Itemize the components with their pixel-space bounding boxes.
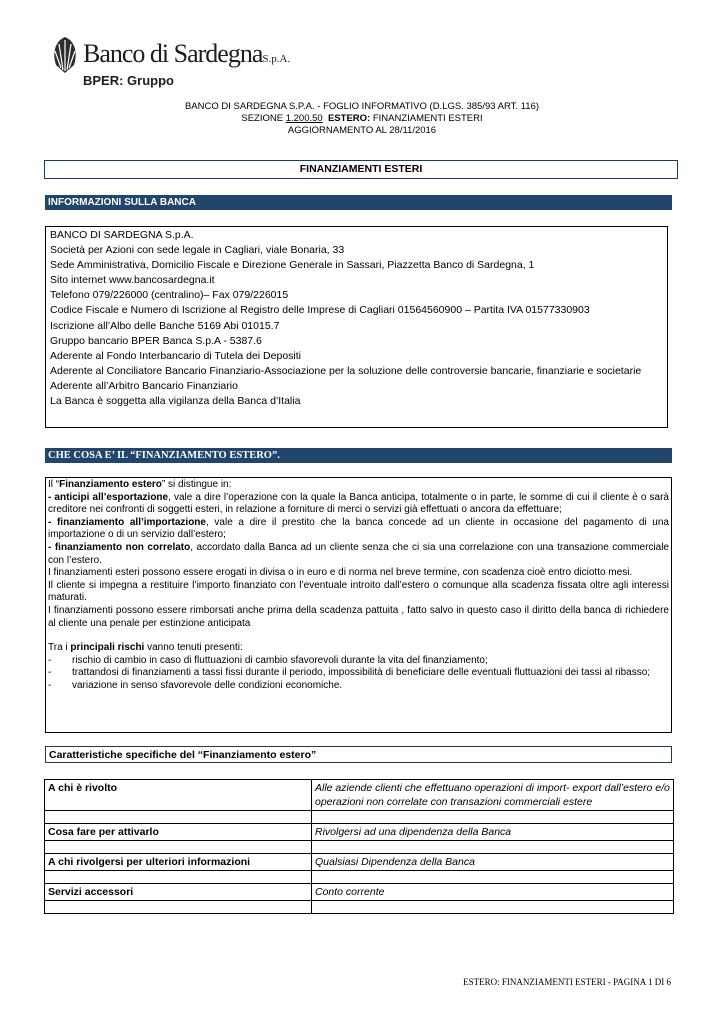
bank-info-line: La Banca è soggetta alla vigilanza della Banca d’Italia [50,395,301,408]
risk-item: - rischio di cambio in caso di fluttuazioni di cambio sfavorevoli durante la vita del finanziamento; [48,654,488,666]
row-label: A chi rivolgersi per ulteriori informazioni [45,854,312,871]
logo-group-name: BPER: Gruppo [83,73,174,88]
table-row-spacer [45,901,674,914]
header-line-3: AGGIORNAMENTO AL 28/11/2016 [287,125,437,136]
bank-info-line: Aderente all’Arbitro Bancario Finanziario [50,379,238,392]
section-heading-bank-info: INFORMAZIONI SULLA BANCA [45,195,672,210]
bank-info-box [45,226,668,428]
table-row-spacer [45,871,674,884]
intro-text: Il “Finanziamento estero” si distingue in: [48,479,232,490]
bank-info-line: Sito internet www.bancosardegna.it [50,274,215,287]
characteristics-table [44,779,674,914]
logo-wordmark: Banco di SardegnaS.p.A. [83,39,291,68]
table-row-spacer [45,841,674,854]
row-label: Cosa fare per attivarlo [45,824,312,841]
bank-info-line: Aderente al Fondo Interbancario di Tutela dei Depositi [50,349,301,362]
bank-logo [50,33,291,93]
description-box [45,477,672,733]
bank-info-line: Gruppo bancario BPER Banca S.p.A - 5387.6 [50,334,262,347]
section-heading-what-is: CHE COSA E’ IL “FINANZIAMENTO ESTERO”. [45,448,672,463]
paragraph: I finanziamenti esteri possono essere erogati in divisa o in euro e di norma nel breve termine, con scadenza cioè entro diciotto mesi. [48,567,633,579]
bank-info-line: Aderente al Conciliatore Bancario Finanziario-Associazione per la soluzione delle controversie bancarie, finanziarie e societarie [50,364,642,377]
bank-info-line: Codice Fiscale e Numero di Iscrizione al Registro delle Imprese di Cagliari 01564560900 – Partita IVA 01577330903 [50,304,590,317]
page-footer: ESTERO: FINANZIAMENTI ESTERI - PAGINA 1 DI 6 [463,977,671,987]
paragraph: I finanziamenti possono essere rimborsati anche prima della scadenza pattuita , fatto salvo in questo caso il diritto della banca di richiedere al cliente una penale per estinzione anticipata [48,604,669,629]
document-title: FINANZIAMENTI ESTERI [44,160,678,179]
table-row [45,884,674,901]
bank-info-line: Telefono 079/226000 (centralino)– Fax 079/226015 [50,289,289,302]
row-label: A chi è rivolto [45,780,312,811]
risk-item: - variazione in senso sfavorevole delle condizioni economiche. [48,679,343,691]
type-item: - anticipi all’esportazione, vale a dire l’operazione con la quale la Banca anticipa, totalmente o in parte, le somme di cui il cliente è o sarà creditore nei confronti di soggetti esteri, in relazione a forniture di merci o servizi già effettuati o ancora da effettuare; [48,491,669,516]
header-line-2: SEZIONE 1.200.50 ESTERO: FINANZIAMENTI ESTERI [241,113,483,124]
row-value: Rivolgersi ad una dipendenza della Banca [312,824,674,841]
header-line-1: BANCO DI SARDEGNA S.P.A. - FOGLIO INFORMATIVO (D.LGS. 385/93 ART. 116) [184,101,540,112]
table-row [45,780,674,811]
row-value: Alle aziende clienti che effettuano operazioni di import- export dall’estero e/o operazioni non correlate con transazioni commerciali estere [312,780,674,811]
table-row-spacer [45,811,674,824]
row-value: Qualsiasi Dipendenza della Banca [312,854,674,871]
bank-info-line: Società per Azioni con sede legale in Cagliari, viale Bonaria, 33 [50,244,345,257]
section-code: 1.200.50 [285,113,323,124]
bank-info-line: BANCO DI SARDEGNA S.p.A. [50,229,194,241]
document-header [0,101,724,137]
row-value: Conto corrente [312,884,674,901]
risk-item: - trattandosi di finanziamenti a tassi fissi durante il periodo, impossibilità di beneficiare delle eventuali fluttuazioni dei tassi al ribasso; [48,667,651,679]
table-row [45,854,674,871]
risks-intro: Tra i principali rischi vanno tenuti presenti: [48,642,243,654]
bank-info-line: Iscrizione all’Albo delle Banche 5169 Abi 01015.7 [50,319,280,332]
paragraph: Il cliente si impegna a restituire l’importo finanziato con l’eventuale introito dall’estero o comunque alla scadenza fissata oltre agli interessi maturati. [48,579,669,604]
shell-emblem-icon [50,35,80,75]
row-label: Servizi accessori [45,884,312,901]
characteristics-heading: Caratteristiche specifiche del “Finanziamento estero” [45,746,672,763]
type-item: - finanziamento non correlato, accordato dalla Banca ad un cliente senza che ci sia una correlazione con una transazione commerciale con l’estero. [48,541,669,566]
bank-info-line: Sede Amministrativa, Domicilio Fiscale e Direzione Generale in Sassari, Piazzetta Banco di Sardegna, 1 [50,259,535,272]
type-item: - finanziamento all’importazione, vale a dire il prestito che la banca concede ad un cliente in occasione del pagamento di una importazione o di un servizio dall’estero; [48,516,669,541]
table-row [45,824,674,841]
